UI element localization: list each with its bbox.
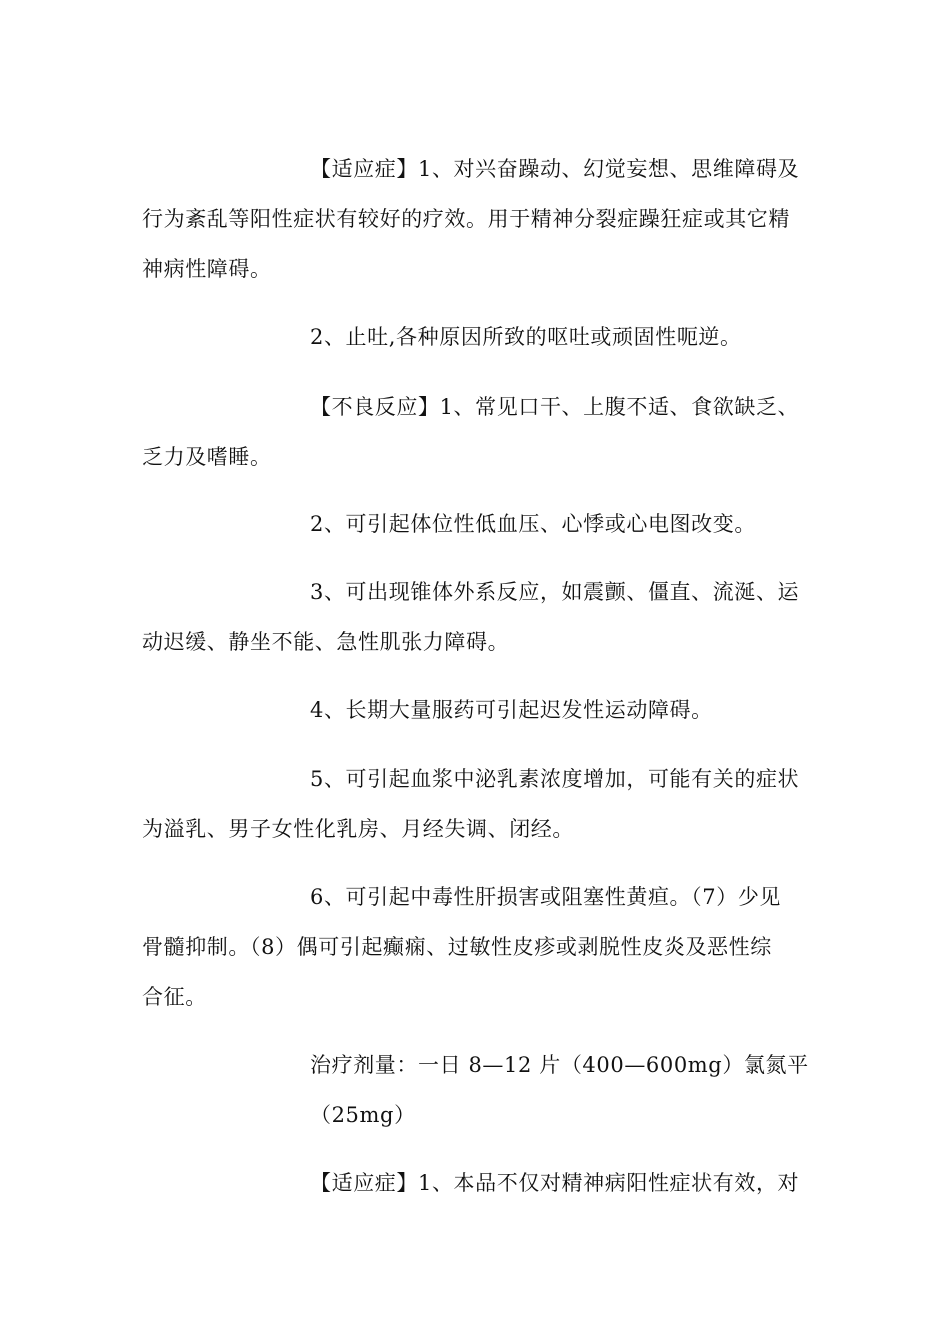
clozapine-strength-line: （25mg） — [310, 1103, 416, 1127]
extrapyramidal-paragraph-line-1: 3、可出现锥体外系反应，如震颤、僵直、流涎、运 — [310, 580, 800, 604]
extrapyramidal-paragraph-line-2: 动迟缓、静坐不能、急性肌张力障碍。 — [142, 630, 510, 654]
hepatotoxicity-paragraph-line-3: 合征。 — [142, 985, 207, 1009]
antiemetic-paragraph: 2、止吐,各种原因所致的呕吐或顽固性呃逆。 — [310, 325, 742, 349]
hypotension-paragraph: 2、可引起体位性低血压、心悸或心电图改变。 — [310, 512, 756, 536]
hepatotoxicity-paragraph-line-2: 骨髓抑制。（8）偶可引起癫痫、过敏性皮疹或剥脱性皮炎及恶性综 — [142, 935, 772, 959]
hepatotoxicity-paragraph-line-1: 6、可引起中毒性肝损害或阻塞性黄疸。（7）少见 — [310, 885, 782, 909]
clozapine-indications-line: 【适应症】1、本品不仅对精神病阳性症状有效，对 — [310, 1171, 800, 1195]
adverse-reactions-paragraph-line-1: 【不良反应】1、常见口干、上腹不适、食欲缺乏、 — [310, 395, 800, 419]
indications-paragraph-line-1: 【适应症】1、对兴奋躁动、幻觉妄想、思维障碍及 — [310, 157, 800, 181]
prolactin-paragraph-line-2: 为溢乳、男子女性化乳房、月经失调、闭经。 — [142, 817, 574, 841]
prolactin-paragraph-line-1: 5、可引起血浆中泌乳素浓度增加，可能有关的症状 — [310, 767, 800, 791]
indications-paragraph-line-3: 神病性障碍。 — [142, 257, 272, 281]
therapeutic-dose-line: 治疗剂量：一日 8—12 片（400—600mg）氯氮平 — [310, 1053, 809, 1077]
indications-paragraph-line-2: 行为紊乱等阳性症状有较好的疗效。用于精神分裂症躁狂症或其它精 — [142, 207, 790, 231]
tardive-dyskinesia-paragraph: 4、长期大量服药可引起迟发性运动障碍。 — [310, 698, 713, 722]
adverse-reactions-paragraph-line-2: 乏力及嗜睡。 — [142, 445, 272, 469]
